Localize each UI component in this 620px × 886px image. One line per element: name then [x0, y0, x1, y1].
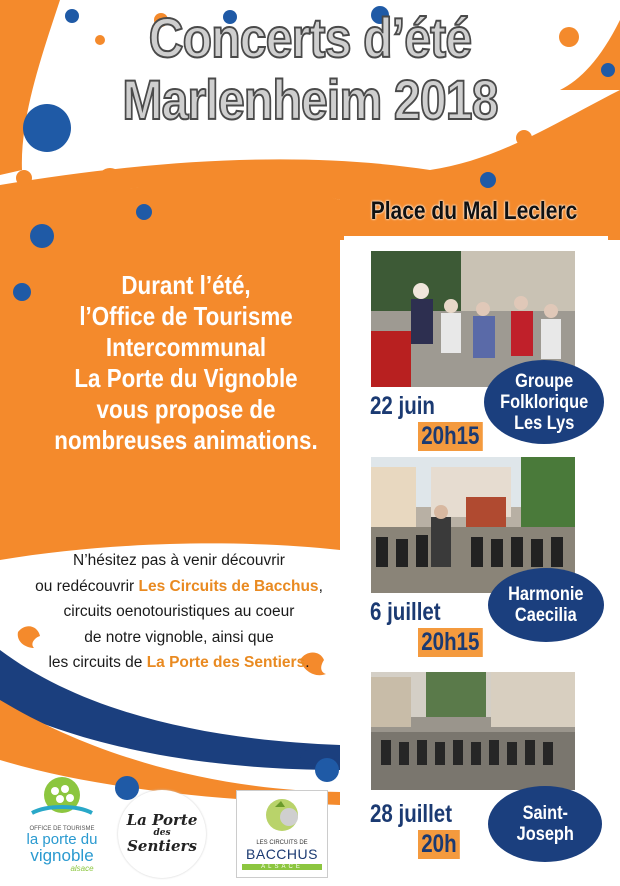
logo-small-text: OFFICE DE TOURISME	[29, 826, 95, 832]
para-text: ou redécouvrir	[35, 577, 139, 595]
para-line: circuits oenotouristiques au coeur	[63, 603, 295, 620]
logo-line: vignoble	[30, 846, 94, 865]
bacchus-logo	[236, 790, 328, 878]
orchestra-photo	[371, 672, 575, 790]
porte-vignoble-logo	[14, 775, 110, 875]
event-date: 6 juillet	[370, 598, 441, 626]
logo-tiny-text: ALSACE	[242, 864, 322, 870]
para-line	[14, 574, 344, 600]
logo-line: La Porte	[126, 811, 198, 829]
logo-line: la porte du	[26, 831, 98, 848]
event-date: 28 juillet	[370, 800, 453, 828]
logo-small-text: LES CIRCUITS DE	[256, 840, 308, 846]
intro-text	[52, 270, 320, 456]
grape-icon	[27, 775, 97, 821]
event-name: Harmonie Caecilia	[508, 584, 584, 626]
event-name-badge	[488, 568, 604, 642]
para-text: les circuits de	[48, 654, 147, 671]
sentiers-link: La Porte des Sentiers	[146, 654, 306, 671]
para-text: ,	[318, 577, 323, 595]
bacchus-link: Les Circuits de Bacchus	[138, 577, 319, 595]
intro-line: La Porte du Vignoble	[74, 363, 298, 393]
event-time: 20h15	[418, 422, 483, 451]
intro-line: nombreuses animations.	[54, 425, 318, 455]
event-name-badge	[488, 786, 602, 862]
intro-line: l’Office de Tourisme	[79, 301, 293, 331]
event-name: Groupe Folklorique Les Lys	[499, 370, 589, 434]
title-line-1: Concerts d’été	[148, 6, 472, 69]
description-paragraph	[14, 548, 344, 676]
intro-line: Durant l’été,	[121, 270, 251, 300]
logo-line: des	[153, 828, 171, 838]
event-name-badge	[484, 360, 604, 444]
logo-line: Sentiers	[127, 837, 197, 855]
para-line: de notre vignoble, ainsi que	[84, 628, 274, 646]
bacchus-emblem-icon	[257, 795, 307, 835]
event-time: 20h15	[418, 628, 483, 657]
event-time: 20h	[418, 830, 460, 859]
porte-sentiers-logo	[118, 790, 206, 878]
intro-line: vous propose de	[96, 394, 276, 424]
event-name: Saint- Joseph	[516, 803, 574, 845]
logo-big-text: BACCHUS	[246, 846, 318, 862]
para-line: N’hésitez pas à venir découvrir	[73, 552, 285, 569]
location-heading: Place du Mal Leclerc	[370, 197, 578, 225]
event-date: 22 juin	[370, 392, 435, 420]
para-line	[14, 650, 344, 676]
intro-line: Intercommunal	[105, 332, 267, 362]
title-line-2: Marlenheim 2018	[122, 68, 498, 131]
para-text: .	[305, 654, 310, 671]
logo-line: alsace	[70, 864, 94, 873]
